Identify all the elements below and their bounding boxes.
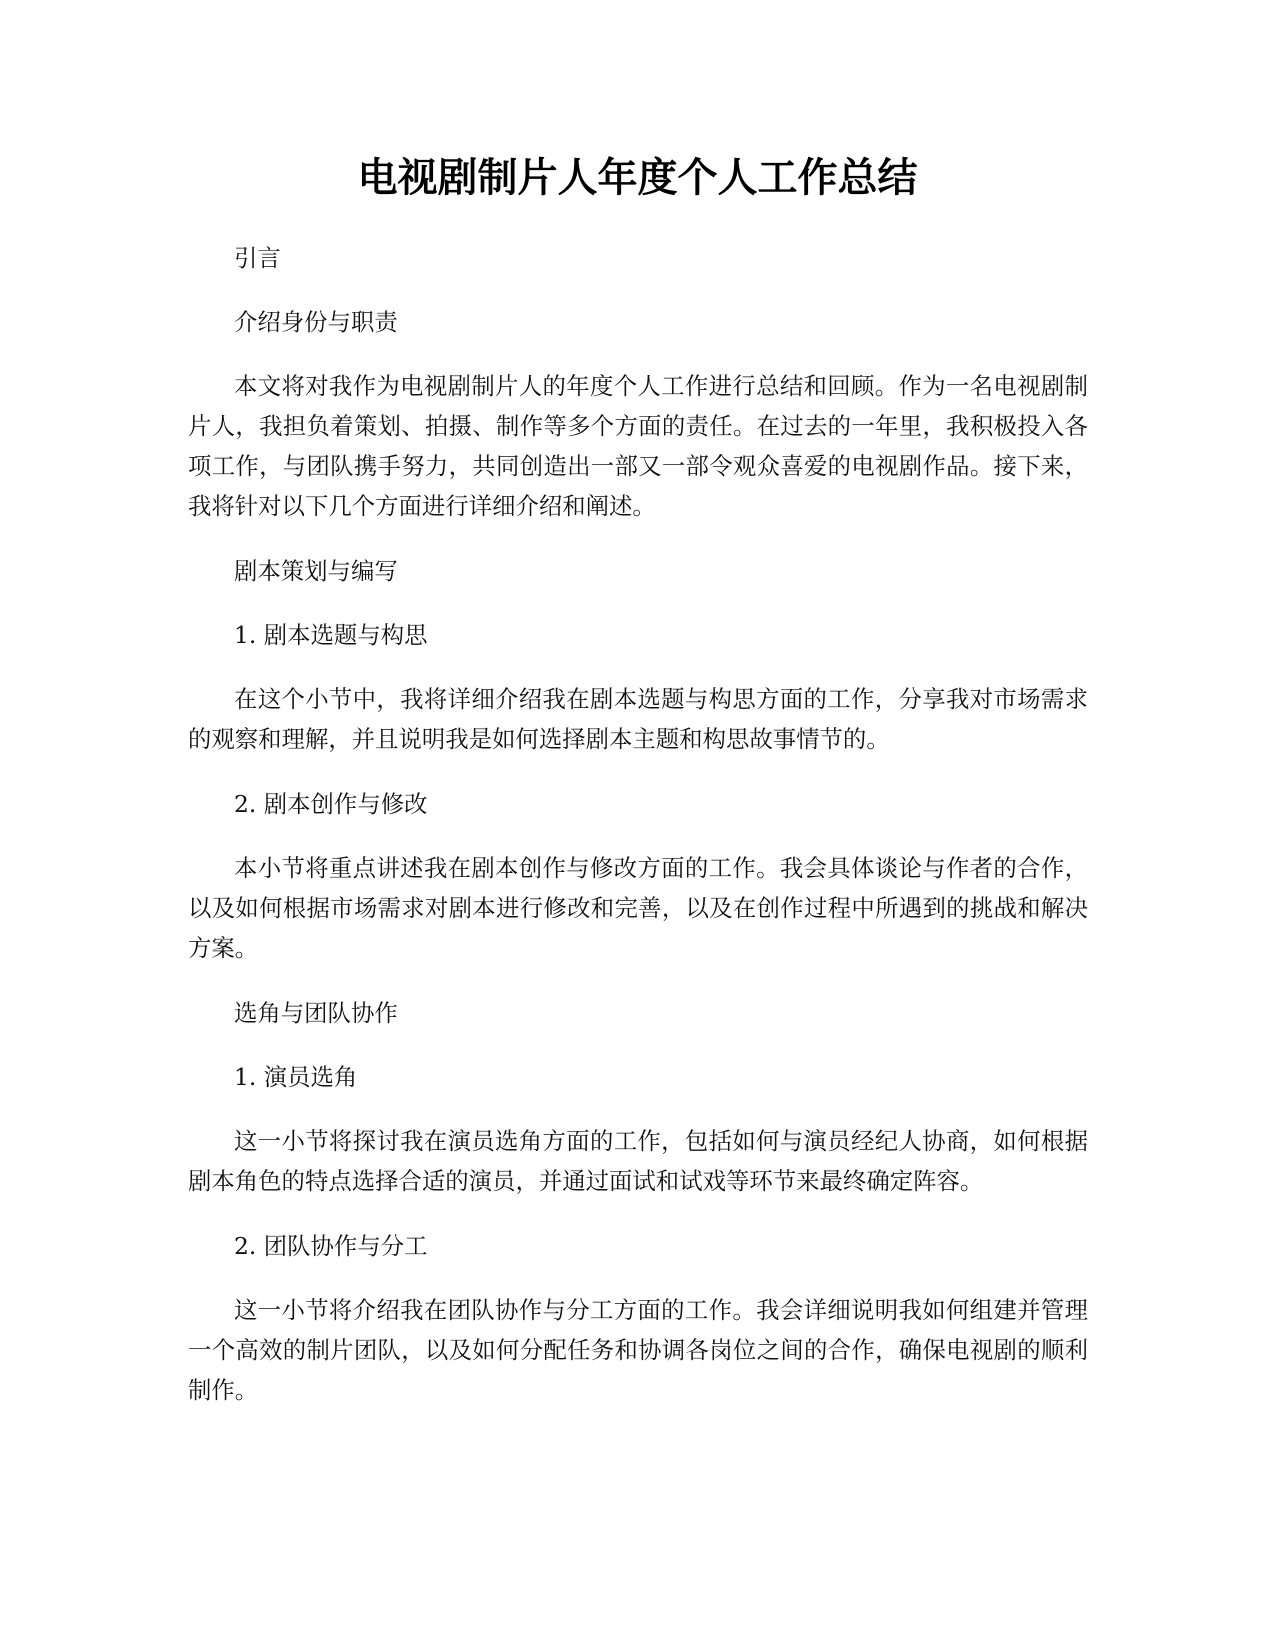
section-heading-script: 剧本策划与编写 [234, 557, 398, 585]
subheading-teamwork: 2. 团队协作与分工 [234, 1232, 428, 1260]
paragraph-script-topic: 在这个小节中，我将详细介绍我在剧本选题与构思方面的工作，分享我对市场需求的观察和理解，并且说明我是如何选择剧本主题和构思故事情节的。 [188, 685, 1088, 753]
paragraph-intro: 本文将对我作为电视剧制片人的年度个人工作进行总结和回顾。作为一名电视剧制片人，我担负着策划、拍摄、制作等多个方面的责任。在过去的一年里，我积极投入各项工作，与团队携手努力，共同创造出一部又一部令观众喜爱的电视剧作品。接下来，我将针对以下几个方面进行详细介绍和阐述。 [188, 372, 1088, 520]
section-heading-introduction: 引言 [234, 244, 281, 272]
paragraph-script-writing: 本小节将重点讲述我在剧本创作与修改方面的工作。我会具体谈论与作者的合作，以及如何根据市场需求对剧本进行修改和完善，以及在创作过程中所遇到的挑战和解决方案。 [188, 854, 1088, 962]
paragraph-casting: 这一小节将探讨我在演员选角方面的工作，包括如何与演员经纪人协商，如何根据剧本角色的特点选择合适的演员，并通过面试和试戏等环节来最终确定阵容。 [188, 1127, 1088, 1195]
subheading-script-writing: 2. 剧本创作与修改 [234, 790, 428, 818]
subheading-identity-duties: 介绍身份与职责 [234, 308, 398, 336]
subheading-casting: 1. 演员选角 [234, 1063, 358, 1091]
document-title: 电视剧制片人年度个人工作总结 [357, 155, 918, 201]
subheading-script-topic: 1. 剧本选题与构思 [234, 621, 428, 649]
paragraph-teamwork: 这一小节将介绍我在团队协作与分工方面的工作。我会详细说明我如何组建并管理一个高效的制片团队，以及如何分配任务和协调各岗位之间的合作，确保电视剧的顺利制作。 [188, 1296, 1088, 1404]
document-body [188, 238, 1088, 1435]
section-heading-casting: 选角与团队协作 [234, 999, 398, 1027]
